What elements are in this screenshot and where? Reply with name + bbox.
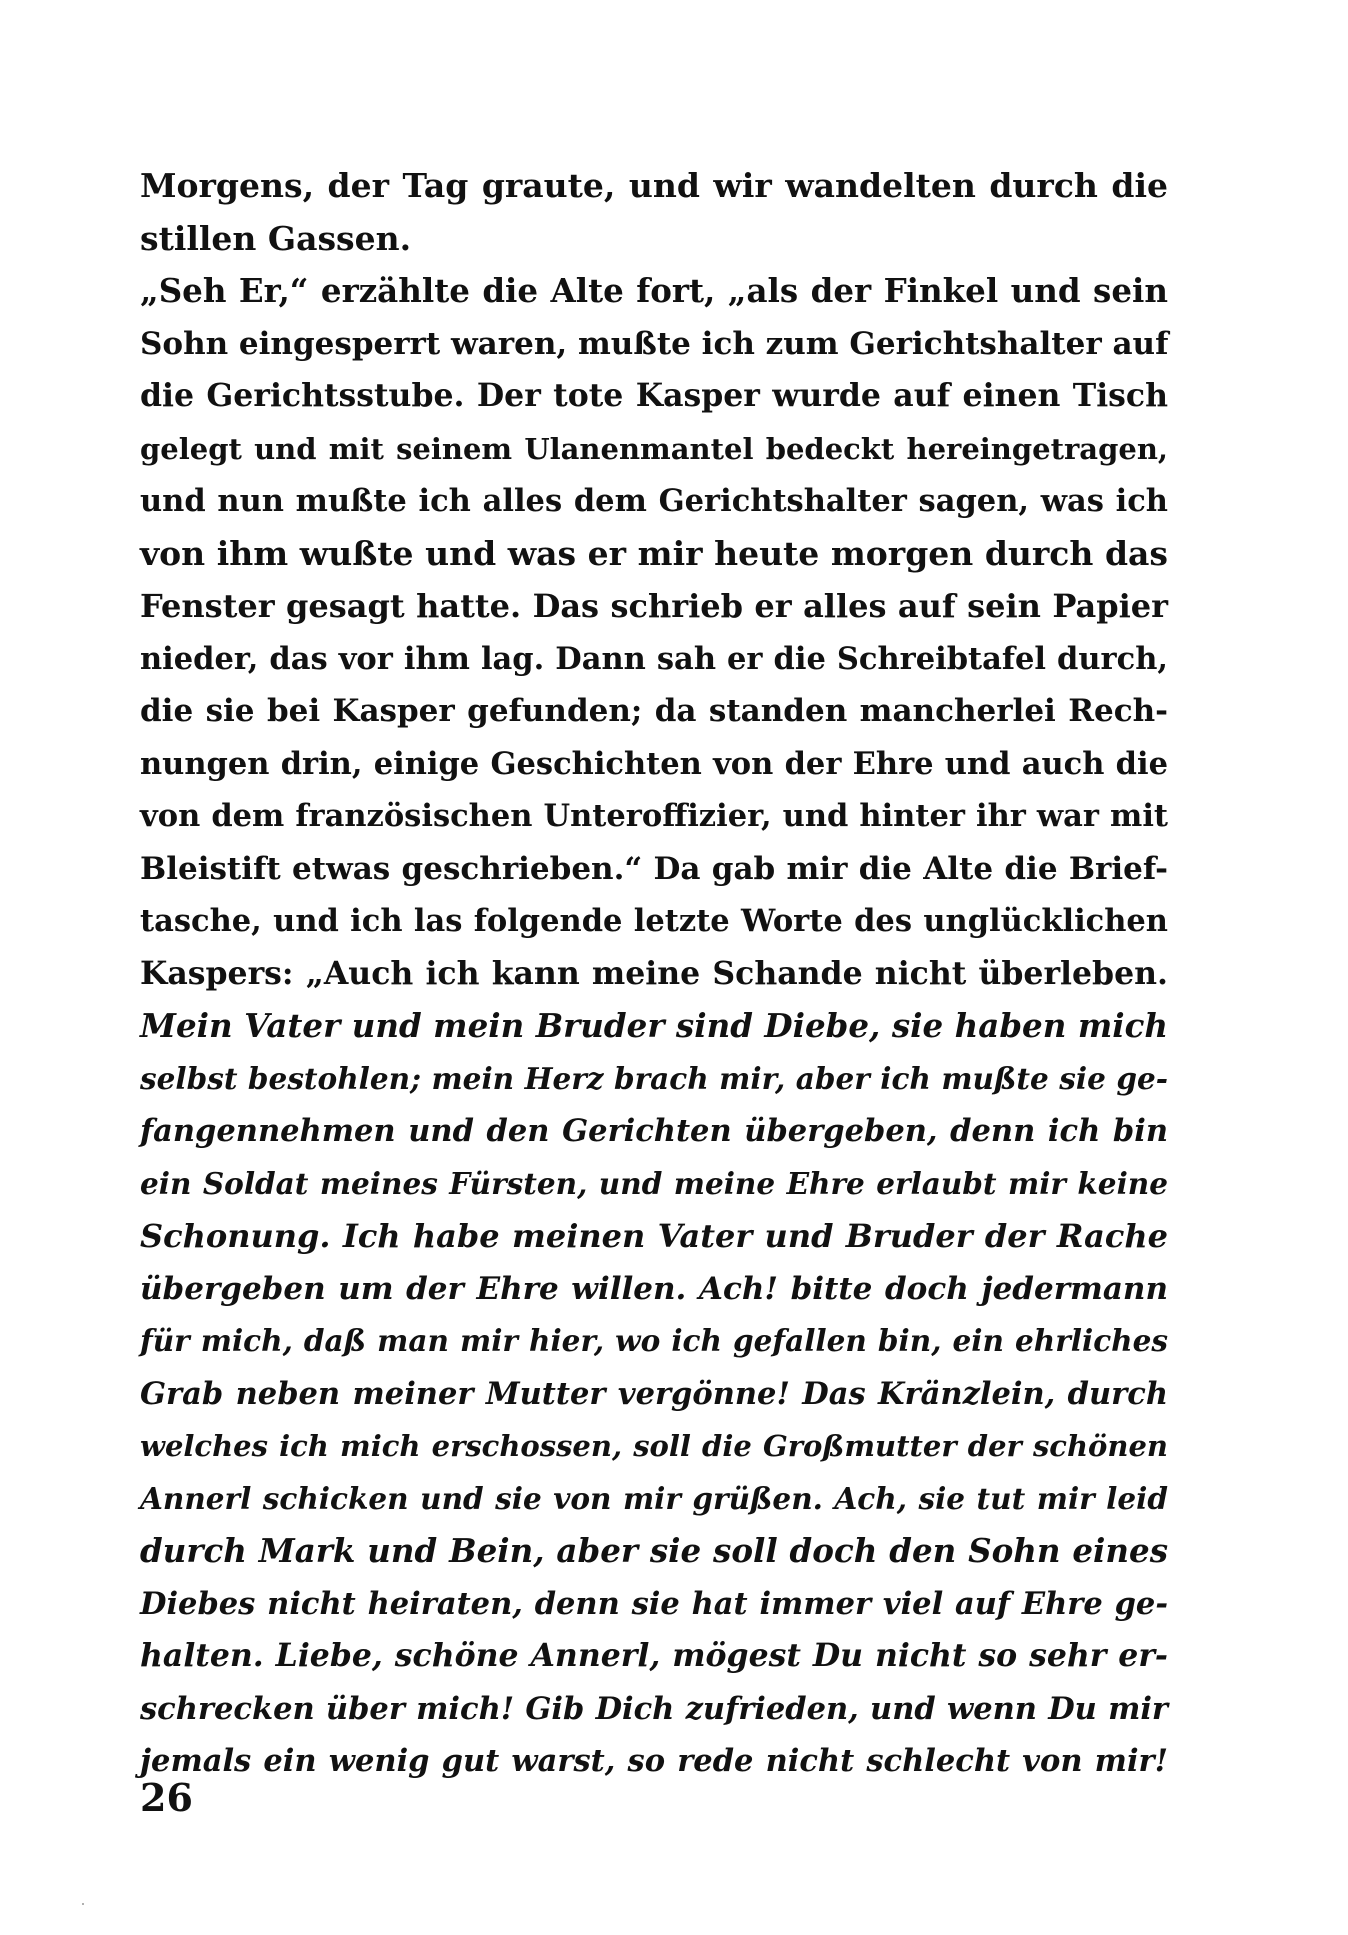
text-line: fangennehmen und den Gerichten übergeben, denn ich bin [140,1113,1168,1149]
text-line: „Seh Er,“ erzählte die Alte fort, „als der Finkel und sein [140,271,1168,310]
body-text [140,160,1168,1788]
text-line: schrecken über mich! Gib Dich zufrieden, und wenn Du mir [140,1690,1168,1727]
text-line: durch Mark und Bein, aber sie soll doch den Sohn eines [140,1531,1168,1570]
text-line: Grab neben meiner Mutter vergönne! Das Kränzlein, durch [140,1375,1168,1412]
text-line: Fenster gesagt hatte. Das schrieb er alles auf sein Papier [140,587,1168,625]
text-line: Sohn eingesperrt waren, mußte ich zum Gerichtshalter auf [140,325,1169,362]
text-line: Annerl schicken und sie von mir grüßen. Ach, sie tut mir leid [140,1480,1168,1516]
text-line: von ihm wußte und was er mir heute morgen durch das [140,533,1168,573]
text-line: Kaspers: „Auch ich kann meine Schande nicht überleben. [140,954,1168,992]
paper-speck [82,1903,84,1905]
text-line: von dem französischen Unteroffizier, und hinter ihr war mit [140,798,1168,834]
text-line: gelegt und mit seinem Ulanenmantel bedeckt hereingetragen, [140,431,1168,466]
text-line: Diebes nicht heiraten, denn sie hat immer viel auf Ehre ge- [140,1585,1168,1622]
text-line: Mein Vater und mein Bruder sind Diebe, sie haben mich [140,1006,1168,1045]
text-line: nieder, das vor ihm lag. Dann sah er die Schreibtafel durch, [140,640,1168,677]
text-line: ein Soldat meines Fürsten, und meine Ehre erlaubt mir keine [140,1165,1168,1201]
text-line: übergeben um der Ehre willen. Ach! bitte doch jedermann [140,1270,1168,1307]
text-line: und nun mußte ich alles dem Gerichtshalter sagen, was ich [140,483,1168,519]
text-line: die Gerichtsstube. Der tote Kasper wurde auf einen Tisch [140,377,1168,414]
text-line: für mich, daß man mir hier, wo ich gefallen bin, ein ehrliches [140,1323,1168,1358]
text-line: tasche, und ich las folgende letzte Worte des unglücklichen [140,903,1168,939]
text-line: nungen drin, einige Geschichten von der Ehre und auch die [140,745,1168,782]
text-line: welches ich mich erschossen, soll die Großmutter der schönen [140,1429,1168,1463]
text-line: halten. Liebe, schöne Annerl, mögest Du nicht so sehr er- [140,1637,1168,1674]
text-line: selbst bestohlen; mein Herz brach mir, aber ich mußte sie ge- [140,1060,1168,1096]
text-line: jemals ein wenig gut warst, so rede nicht schlecht von mir! [140,1743,1168,1779]
text-line: Morgens, der Tag graute, und wir wandelten durch die [140,166,1168,205]
text-line: Bleistift etwas geschrieben.“ Da gab mir die Alte die Brief- [140,850,1168,887]
text-line: stillen Gassen. [140,218,412,258]
page-number: 26 [140,1775,193,1820]
text-line: die sie bei Kasper gefunden; da standen mancherlei Rech- [140,693,1168,729]
text-line: Schonung. Ich habe meinen Vater und Bruder der Rache [140,1217,1168,1255]
